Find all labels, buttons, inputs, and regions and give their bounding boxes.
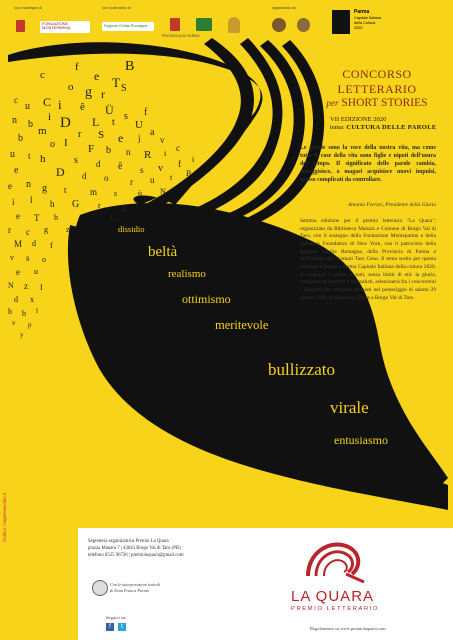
letter: a [150,127,155,138]
letter: r [101,87,105,101]
organizer-label: organizzato da [272,6,296,10]
word-belta: beltà [148,244,178,260]
letter: N [8,281,14,290]
facebook-icon[interactable]: f [106,623,114,631]
letter: G [72,199,80,210]
letter: y [20,331,24,339]
word-bullizzato: bullizzato [268,360,336,379]
letter: M [14,239,23,249]
letter: s [114,189,118,198]
letter: e [16,211,20,221]
letter: p [28,321,32,329]
contact-info [88,538,184,560]
letter: n [126,147,131,157]
letter: h [54,213,58,222]
letter: I [40,283,43,292]
letter: b [28,119,33,130]
letter: u [10,149,15,160]
letter: ê [118,161,123,172]
contest-title [317,67,437,109]
letter: i [58,97,62,112]
parma-line2: della Cultura [354,20,376,25]
letter: F [88,143,95,155]
follow-label: Seguici su: [106,615,127,620]
letter: D [56,165,65,179]
letter: i [48,111,52,123]
intro-quote: Le parole sono la voce della nostra vita, ma come tutte le cose della vita sono figlie e nipoti dell'usura del tempo. Il significato delle parole cambia, arruggisisce, o magari acquisisce nuovi impulsi, spesso complicati da controllare. [300,145,436,183]
letter: C [43,95,52,109]
letter: r [98,201,101,210]
letter: e [94,69,100,83]
title-line3 [317,97,437,109]
letter: l [36,307,38,315]
letter: v [12,319,16,327]
letter: o [50,139,55,150]
letter: e [118,131,124,145]
letter: f [75,61,79,73]
letter: d [96,159,101,169]
letter: d [14,295,18,304]
la-quara-logo-icon [300,536,370,586]
letter: b [106,145,111,156]
title-per: per [326,98,339,108]
word-dissidio: dissidio [118,224,145,234]
edition-theme [330,124,437,132]
letter: f [178,159,181,169]
word-entusiasmo: entusiasmo [334,433,388,447]
letter: e [8,181,12,191]
brand [291,588,379,612]
letter: B [186,169,192,178]
title-short-stories: SHORT STORIES [341,97,428,109]
letter: ù [138,189,142,198]
letter: s [140,165,144,175]
letter: g [85,85,92,100]
letter: x [30,295,34,304]
letter: g [122,203,126,212]
letter: d [32,239,36,248]
quote-signature: Antonio Ferrari, Presidente della Giuria [348,202,436,208]
letter: c [26,227,30,237]
letter: v [160,135,165,145]
letter: u [25,101,30,112]
letter: I [64,137,68,149]
parma-name: Parma [354,9,370,15]
letter: s [74,155,78,166]
theme-prefix: tema: [330,124,345,132]
word-realismo: realismo [168,268,206,280]
twitter-icon[interactable]: t [118,623,126,631]
theatre-emblem-icon [92,580,108,596]
letter: r [130,177,133,187]
letter: m [38,125,47,137]
letter: v [158,163,163,174]
theme-name: CULTURA DELLE PAROLE [346,124,437,132]
letter: u [34,267,38,276]
theatre-line: di Zona Franca Parma [110,587,149,593]
contact-line: telefono 0525 96736 | premiolaquara@gmail.com [88,553,184,559]
letter: z [66,225,70,234]
letter: c [40,69,45,81]
regulation-link[interactable]: Regolamento su www.premiolaquara.com [310,626,386,631]
letter: t [28,151,31,161]
theatre-credit [110,582,160,594]
letter: t [64,185,67,195]
letter: T [112,75,120,90]
letter: i [192,155,195,164]
letter: r [78,129,82,140]
letter: l [30,195,33,205]
letter: u [150,175,155,185]
footer-panel [78,528,453,640]
word-virale: virale [330,398,369,417]
letter: i [12,197,15,207]
letter: h [50,199,55,209]
letter: R [144,149,152,161]
contact-line: piazza Manara 7 | 43043 Borgo Val di Taro (PR) [88,546,181,552]
edition-label: VII EDIZIONE 2020 [330,116,387,123]
letter: T [34,213,40,223]
letter: U [135,119,143,131]
brand-subtitle: PREMIO LETTERARIO [291,606,380,612]
letter: s [124,111,128,122]
letter: t [170,173,173,182]
letter: r [92,211,95,220]
parma-line1: Capitale Italiana [354,16,382,20]
letter: o [104,173,109,183]
provincia-name: PROVINCIA DI PARMA [162,34,200,38]
letter: n [12,115,17,126]
fondazione-name: FONDAZIONE MONTEPARMA [42,21,71,31]
parma-year: 2020 [354,25,363,30]
letter: r [8,225,11,235]
theatre-line: Con le interpretazioni teatrali [110,582,161,587]
letter: f [50,241,53,250]
letter: m [90,187,98,197]
letter: S [98,129,105,141]
letter: b [22,309,26,318]
letter: s [26,253,30,263]
word-meritevole: meritevole [215,318,269,332]
regione-name: Regione Emilia-Romagna [104,24,148,28]
letter: c [14,95,18,105]
letter: i [164,149,167,158]
letter: g [42,183,47,194]
title-line2: LETTERARIO [337,82,417,96]
letter: o [42,255,46,264]
letter: N [160,187,166,196]
contest-description: Settima edizione per il premio letterario "La Quara", organizzato da Biblioteca Manara e Comune di Borgo Val di Taro, con il sostegno della Fondazione Monteparma e della Valtarese Foundation di New York, con il patrocinio della Regione Emilia Romagna, della Provincia di Parma e dell'Unione dei Comuni Taro Ceno. Il tema scelto per questa edizione è legato a Parma Capitale Italiana della cultura 2020. Il concorso è aperto a tutti, senza limiti di età: la giuria, composta da scrittori e giornalisti, selezionerà fra i concorrenti 5 finalisti che verranno premiati nel pomeriggio di sabato 29 agosto 2020, in piazza La Quara a Borgo Val di Taro. [300,218,436,301]
letter: f [144,107,148,118]
design-credit: Grafica: magentaecolori.it [2,493,7,542]
contact-line: Segreteria organizzativa Premio La Quara [88,539,169,544]
letter: n [26,179,31,190]
letter: t [112,117,115,128]
letter: S [121,83,127,94]
letter: b [18,133,23,144]
letter: Ü [105,103,114,117]
letter: z [24,281,28,291]
letter: o [68,81,74,93]
letter: g [44,225,48,234]
letter: j [138,133,141,143]
letter: v [10,253,14,262]
letter: L [110,213,115,222]
letter: L [92,115,100,129]
letter: ê [80,101,85,113]
brand-name: LA QUARA [291,588,375,605]
title-line1: CONCORSO [342,67,412,81]
edition-info [330,116,437,132]
word-ottimismo: ottimismo [182,292,231,306]
letter: e [14,165,19,176]
partner-label: con il patrocinio di [102,6,131,10]
letter: h [40,153,46,165]
letter: B [125,59,135,74]
letter: c [176,143,180,153]
letter: d [82,171,87,181]
letter: e [16,267,20,277]
letter: D [60,115,71,131]
letter: h [8,307,12,316]
support-label: con il sostegno di [14,6,42,10]
